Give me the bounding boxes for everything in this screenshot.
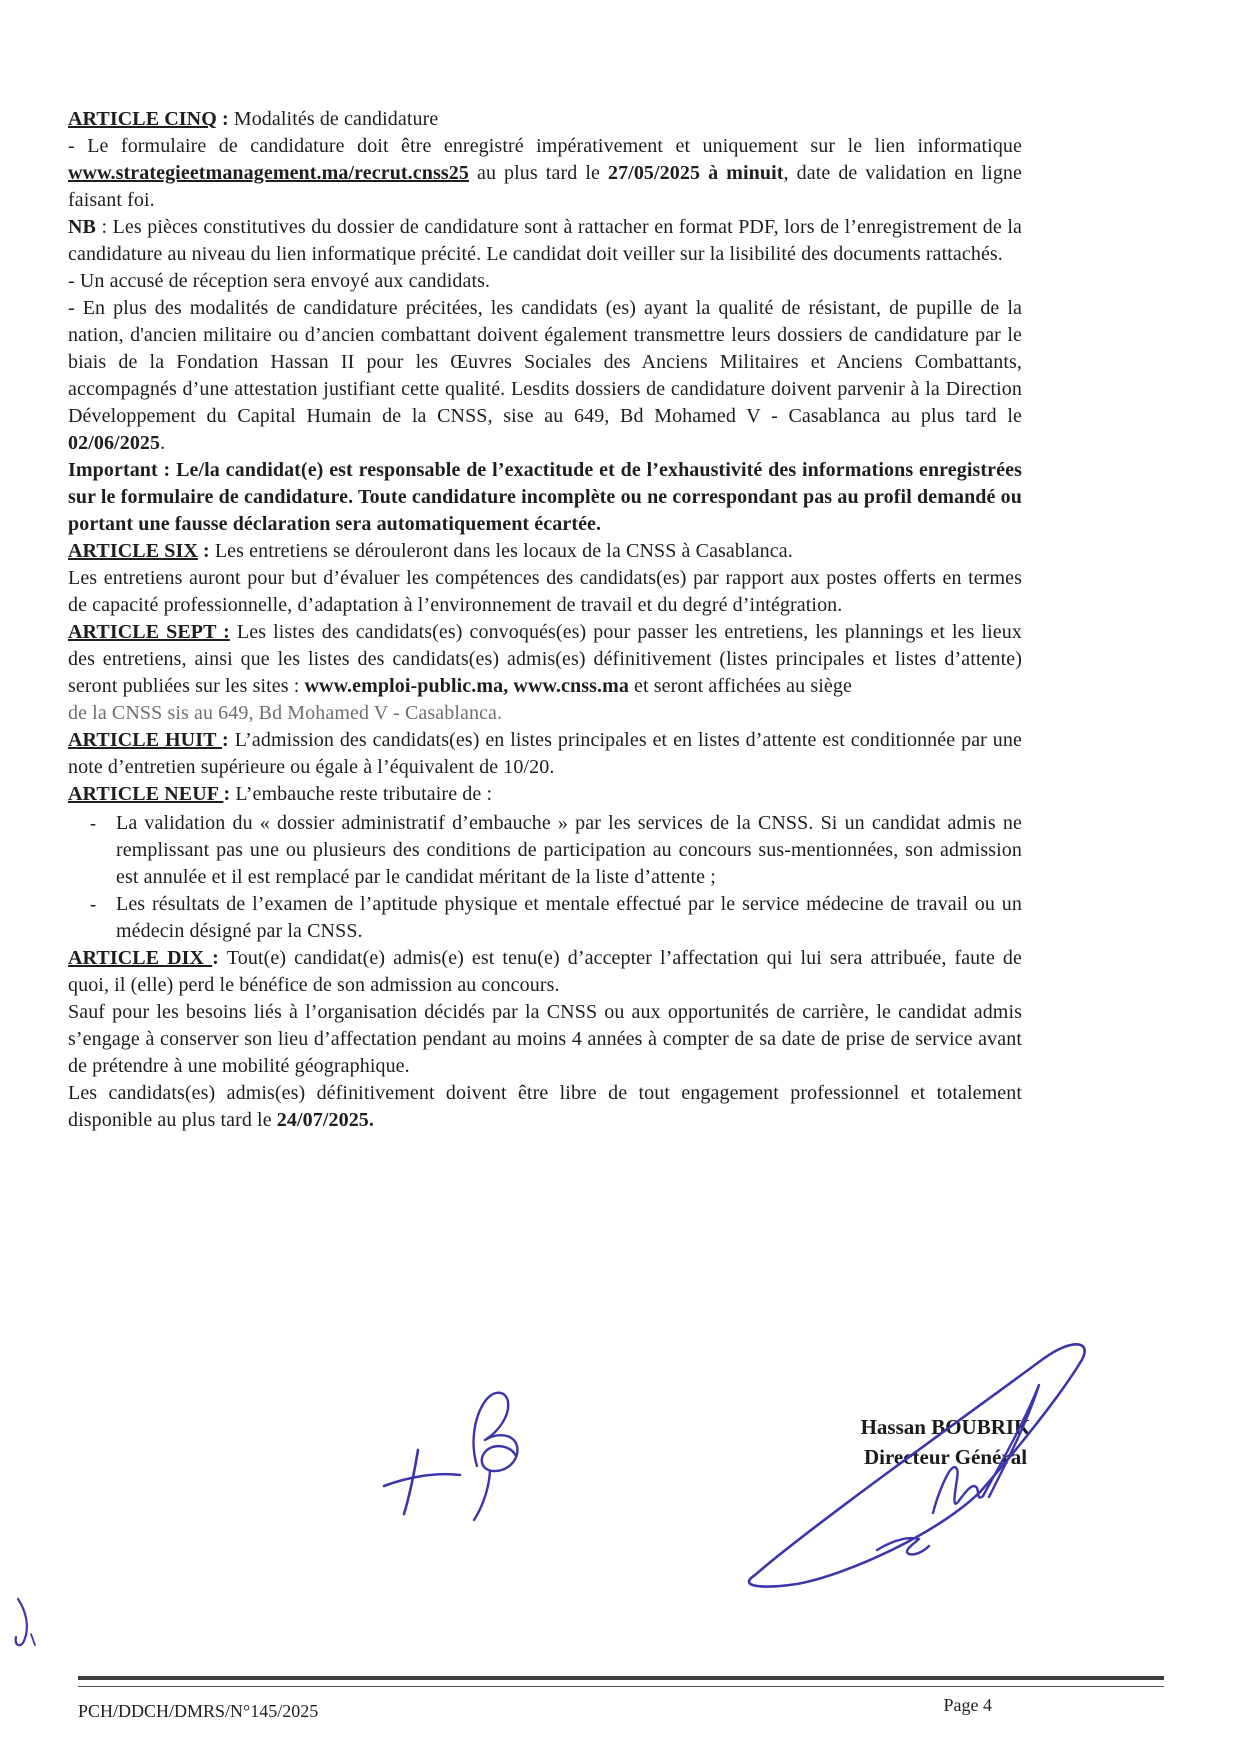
article-sept-paragraph: ARTICLE SEPT : Les listes des candidats(es) convoqués(es) pour passer les entretiens, les plannings et les lieux des entretiens, ainsi que les listes des candidats(es) admis(es) définitivement (listes principales et listes d’attente) seront publiées sur les sites : www.emploi-public.ma, www.cnss.ma et seront affichées au siège — [68, 621, 1022, 697]
article-neuf-list — [68, 810, 1022, 945]
article-neuf-heading-line: ARTICLE NEUF : L’embauche reste tributaire de : — [68, 783, 493, 805]
footer-rule-thin — [78, 1686, 1164, 1687]
anciens-combattants-paragraph: - En plus des modalités de candidature précitées, les candidats (es) ayant la qualité de résistant, de pupille de la nation, d'ancien militaire ou d’ancien combattant doivent également transmettre leurs dossiers de candidature par le biais de la Fondation Hassan II pour les Œuvres Sociales des Anciens Militaires et Anciens Combattants, accompagnés d’une attestation justifiant cette qualité. Lesdits dossiers de candidature doivent parvenir à la Direction Développement du Capital Humain de la CNSS, sise au 649, Bd Mohamed V - Casablanca au plus tard le 02/06/2025. — [68, 297, 1022, 454]
article-dix-paragraph: ARTICLE DIX : Tout(e) candidat(e) admis(e) est tenu(e) d’accepter l’affectation qui lui sera attribuée, faute de quoi, il (elle) perd le bénéfice de son admission au concours. — [68, 947, 1022, 996]
signature-initials-scribble — [380, 1388, 530, 1528]
document-reference: PCH/DDCH/DMRS/N°145/2025 — [78, 1701, 319, 1721]
bullet-marker: - — [90, 894, 97, 914]
page-footer — [78, 1676, 1164, 1722]
footer-row — [78, 1695, 1164, 1722]
list-item — [68, 891, 1022, 945]
signatory-title: Directeur Général — [863, 1445, 1028, 1469]
article-sept-last-line: de la CNSS sis au 649, Bd Mohamed V - Casablanca. — [68, 702, 503, 724]
important-paragraph: Important : Le/la candidat(e) est responsable de l’exactitude et de l’exhaustivité des informations enregistrées sur le formulaire de candidature. Toute candidature incomplète ou ne correspondant pas au profil demandé ou portant une fausse déclaration sera automatiquement écartée. — [68, 459, 1022, 535]
article-cinq-paragraph: - Le formulaire de candidature doit être enregistré impérativement et uniquement sur le lien informatique www.strategieetmanagement.ma/recrut.cnss25 au plus tard le 27/05/2025 à minuit, date de validation en ligne faisant foi. — [68, 135, 1022, 211]
bullet-marker: - — [90, 813, 97, 833]
mobilite-paragraph: Sauf pour les besoins liés à l’organisation décidés par la CNSS ou aux opportunités de carrière, le candidat admis s’engage à conserver son lieu d’affectation pendant au moins 4 années à compter de sa date de prise de service avant de prétendre à une mobilité géographique. — [68, 1001, 1022, 1077]
page-number: Page 4 — [943, 1695, 992, 1715]
article-huit-paragraph: ARTICLE HUIT : L’admission des candidats(es) en listes principales et en listes d’attente est conditionnée par une note d’entretien supérieure ou égale à l’équivalent de 10/20. — [68, 729, 1022, 778]
list-item-text: Les résultats de l’examen de l’aptitude physique et mentale effectué par le service médecine de travail ou un médecin désigné par la CNSS. — [116, 893, 1022, 942]
list-item-text: La validation du « dossier administratif d’embauche » par les services de la CNSS. Si un candidat admis ne remplissant pas une ou plusieurs des conditions de participation au concours sus-mentionnées, son admission est annulée et il est remplacé par le candidat méritant de la liste d’attente ; — [116, 812, 1022, 888]
nb-paragraph: NB : Les pièces constitutives du dossier de candidature sont à rattacher en format PDF, lors de l’enregistrement de la candidature au niveau du lien informatique précité. Le candidat doit veiller sur la lisibilité des documents rattachés. — [68, 216, 1022, 265]
disponibilite-paragraph: Les candidats(es) admis(es) définitivement doivent être libre de tout engagement professionnel et totalement disponible au plus tard le 24/07/2025. — [68, 1082, 1022, 1131]
article-six-paragraph: Les entretiens auront pour but d’évaluer les compétences des candidats(es) par rapport aux postes offerts en termes de capacité professionnelle, d’adaptation à l’environnement de travail et du degré d’intégration. — [68, 567, 1022, 616]
signatory-name: Hassan BOUBRIK — [860, 1415, 1031, 1439]
document-body — [68, 106, 1022, 1134]
pen-mark-bottom-left — [10, 1594, 48, 1650]
article-cinq-heading: ARTICLE CINQ : Modalités de candidature — [68, 108, 439, 130]
list-item — [68, 810, 1022, 891]
article-six-heading-line: ARTICLE SIX : Les entretiens se dérouleront dans les locaux de la CNSS à Casablanca. — [68, 540, 793, 562]
accuse-reception-line: - Un accusé de réception sera envoyé aux candidats. — [68, 270, 491, 292]
footer-rule-thick — [78, 1676, 1164, 1680]
signature-scribble — [725, 1325, 1105, 1605]
